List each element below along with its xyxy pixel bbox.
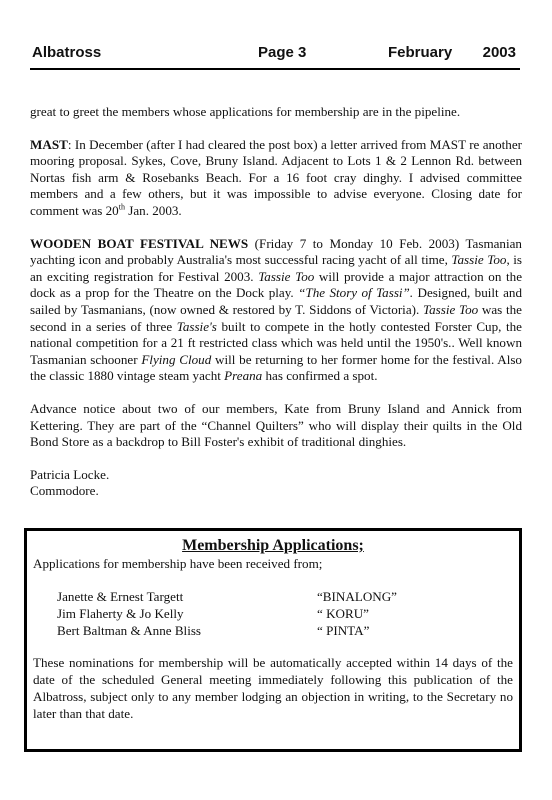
intro-paragraph: great to greet the members whose applications for membership are in the pipeline. bbox=[30, 104, 461, 119]
header-divider bbox=[30, 68, 520, 70]
mast-date-suffix: th bbox=[118, 202, 125, 212]
applicant-row bbox=[57, 588, 477, 605]
boat-name: Tassie Too bbox=[258, 268, 315, 284]
article-body bbox=[30, 104, 522, 500]
boat-name: Tassie's bbox=[176, 318, 217, 334]
advance-notice-paragraph: Advance notice about two of our members, Kate from Bruny Island and Annick from Kettering. They are part of the “Channel Quilters” who will display their quilts in the Old Bond Store as a backdrop to Bill Foster's exhibit of traditional dinghies. bbox=[30, 400, 522, 450]
applicant-boat: “BINALONG” bbox=[317, 589, 397, 604]
festival-paragraph bbox=[30, 236, 522, 385]
signature-title: Commodore. bbox=[30, 483, 99, 499]
mast-heading: MAST bbox=[30, 136, 68, 152]
festival-text: Designed, built and sailed by Tasmanians, (now owned & restored by T. Siddons of Victoria). bbox=[30, 285, 522, 317]
boat-name: Flying Cloud bbox=[141, 351, 212, 367]
mast-text: : In December (after I had cleared the post box) a letter arrived from MAST re another mooring proposal. Sykes, Cove, Bruny Island. Adjacent to Lots 1 & 2 Lennon Rd. between Nortas fish arm & Rosebanks Beach. For a 16 foot cray dinghy. I advised committee members and a few others, but it was impossible to advise everyone. Closing date for comment was 20 bbox=[30, 136, 522, 218]
applicant-boat: “ PINTA” bbox=[317, 623, 370, 638]
applicant-list bbox=[57, 588, 477, 639]
applicant-names: Janette & Ernest Targett bbox=[57, 589, 184, 604]
festival-text: will be returning to her former home for the festival. Also the classic 1880 vintage steam yacht bbox=[30, 351, 522, 384]
membership-applications-box bbox=[24, 528, 522, 752]
festival-text: , is an exciting registration for Festival 2003. bbox=[30, 252, 523, 284]
mast-paragraph bbox=[30, 137, 522, 220]
festival-text: (Friday 7 to Monday 10 Feb. 2003) Tasmanian yachting icon and probably Australia's most successful racing yacht of all time, bbox=[30, 235, 522, 268]
applicant-row bbox=[57, 605, 477, 622]
boat-name: Tassie Too bbox=[423, 301, 479, 317]
play-title: “The Story of Tassi”. bbox=[298, 285, 414, 301]
festival-text: was the second in a series of three bbox=[30, 301, 522, 334]
membership-intro: Applications for membership have been received from; bbox=[33, 556, 323, 571]
festival-heading: WOODEN BOAT FESTIVAL NEWS bbox=[30, 235, 249, 251]
membership-title: Membership Applications; bbox=[182, 537, 364, 554]
festival-text: will provide a major attraction on the dock as a prop for the Theatre on the Dock play. bbox=[30, 268, 523, 301]
issue-month: February bbox=[388, 44, 453, 61]
boat-name: Preana bbox=[224, 368, 263, 384]
applicant-names: Bert Baltman & Anne Bliss bbox=[57, 623, 202, 638]
festival-text: has confirmed a spot. bbox=[262, 368, 378, 384]
page-number: Page 3 bbox=[258, 44, 307, 61]
applicant-row bbox=[57, 622, 477, 639]
boat-name: Tassie Too bbox=[451, 252, 507, 268]
issue-year: 2003 bbox=[482, 44, 516, 61]
applicant-boat: “ KORU” bbox=[317, 606, 369, 621]
membership-note: These nominations for membership will be automatically accepted within 14 days of the date of the scheduled General meeting immediately following this publication of the Albatross, subject only to any member lodging an objection in writing, to the Secretary no later than that date. bbox=[33, 655, 513, 721]
mast-text-end: Jan. 2003. bbox=[124, 202, 182, 218]
festival-text: built to compete in the hotly contested Forster Cup, the national competition for a 21 ft restricted class which was held until the 1950's.. Well known Tasmanian schooner bbox=[30, 318, 522, 367]
page-header bbox=[32, 44, 520, 66]
applicant-names: Jim Flaherty & Jo Kelly bbox=[57, 606, 184, 621]
publication-title: Albatross bbox=[32, 44, 102, 61]
signature-name: Patricia Locke. bbox=[30, 466, 110, 482]
